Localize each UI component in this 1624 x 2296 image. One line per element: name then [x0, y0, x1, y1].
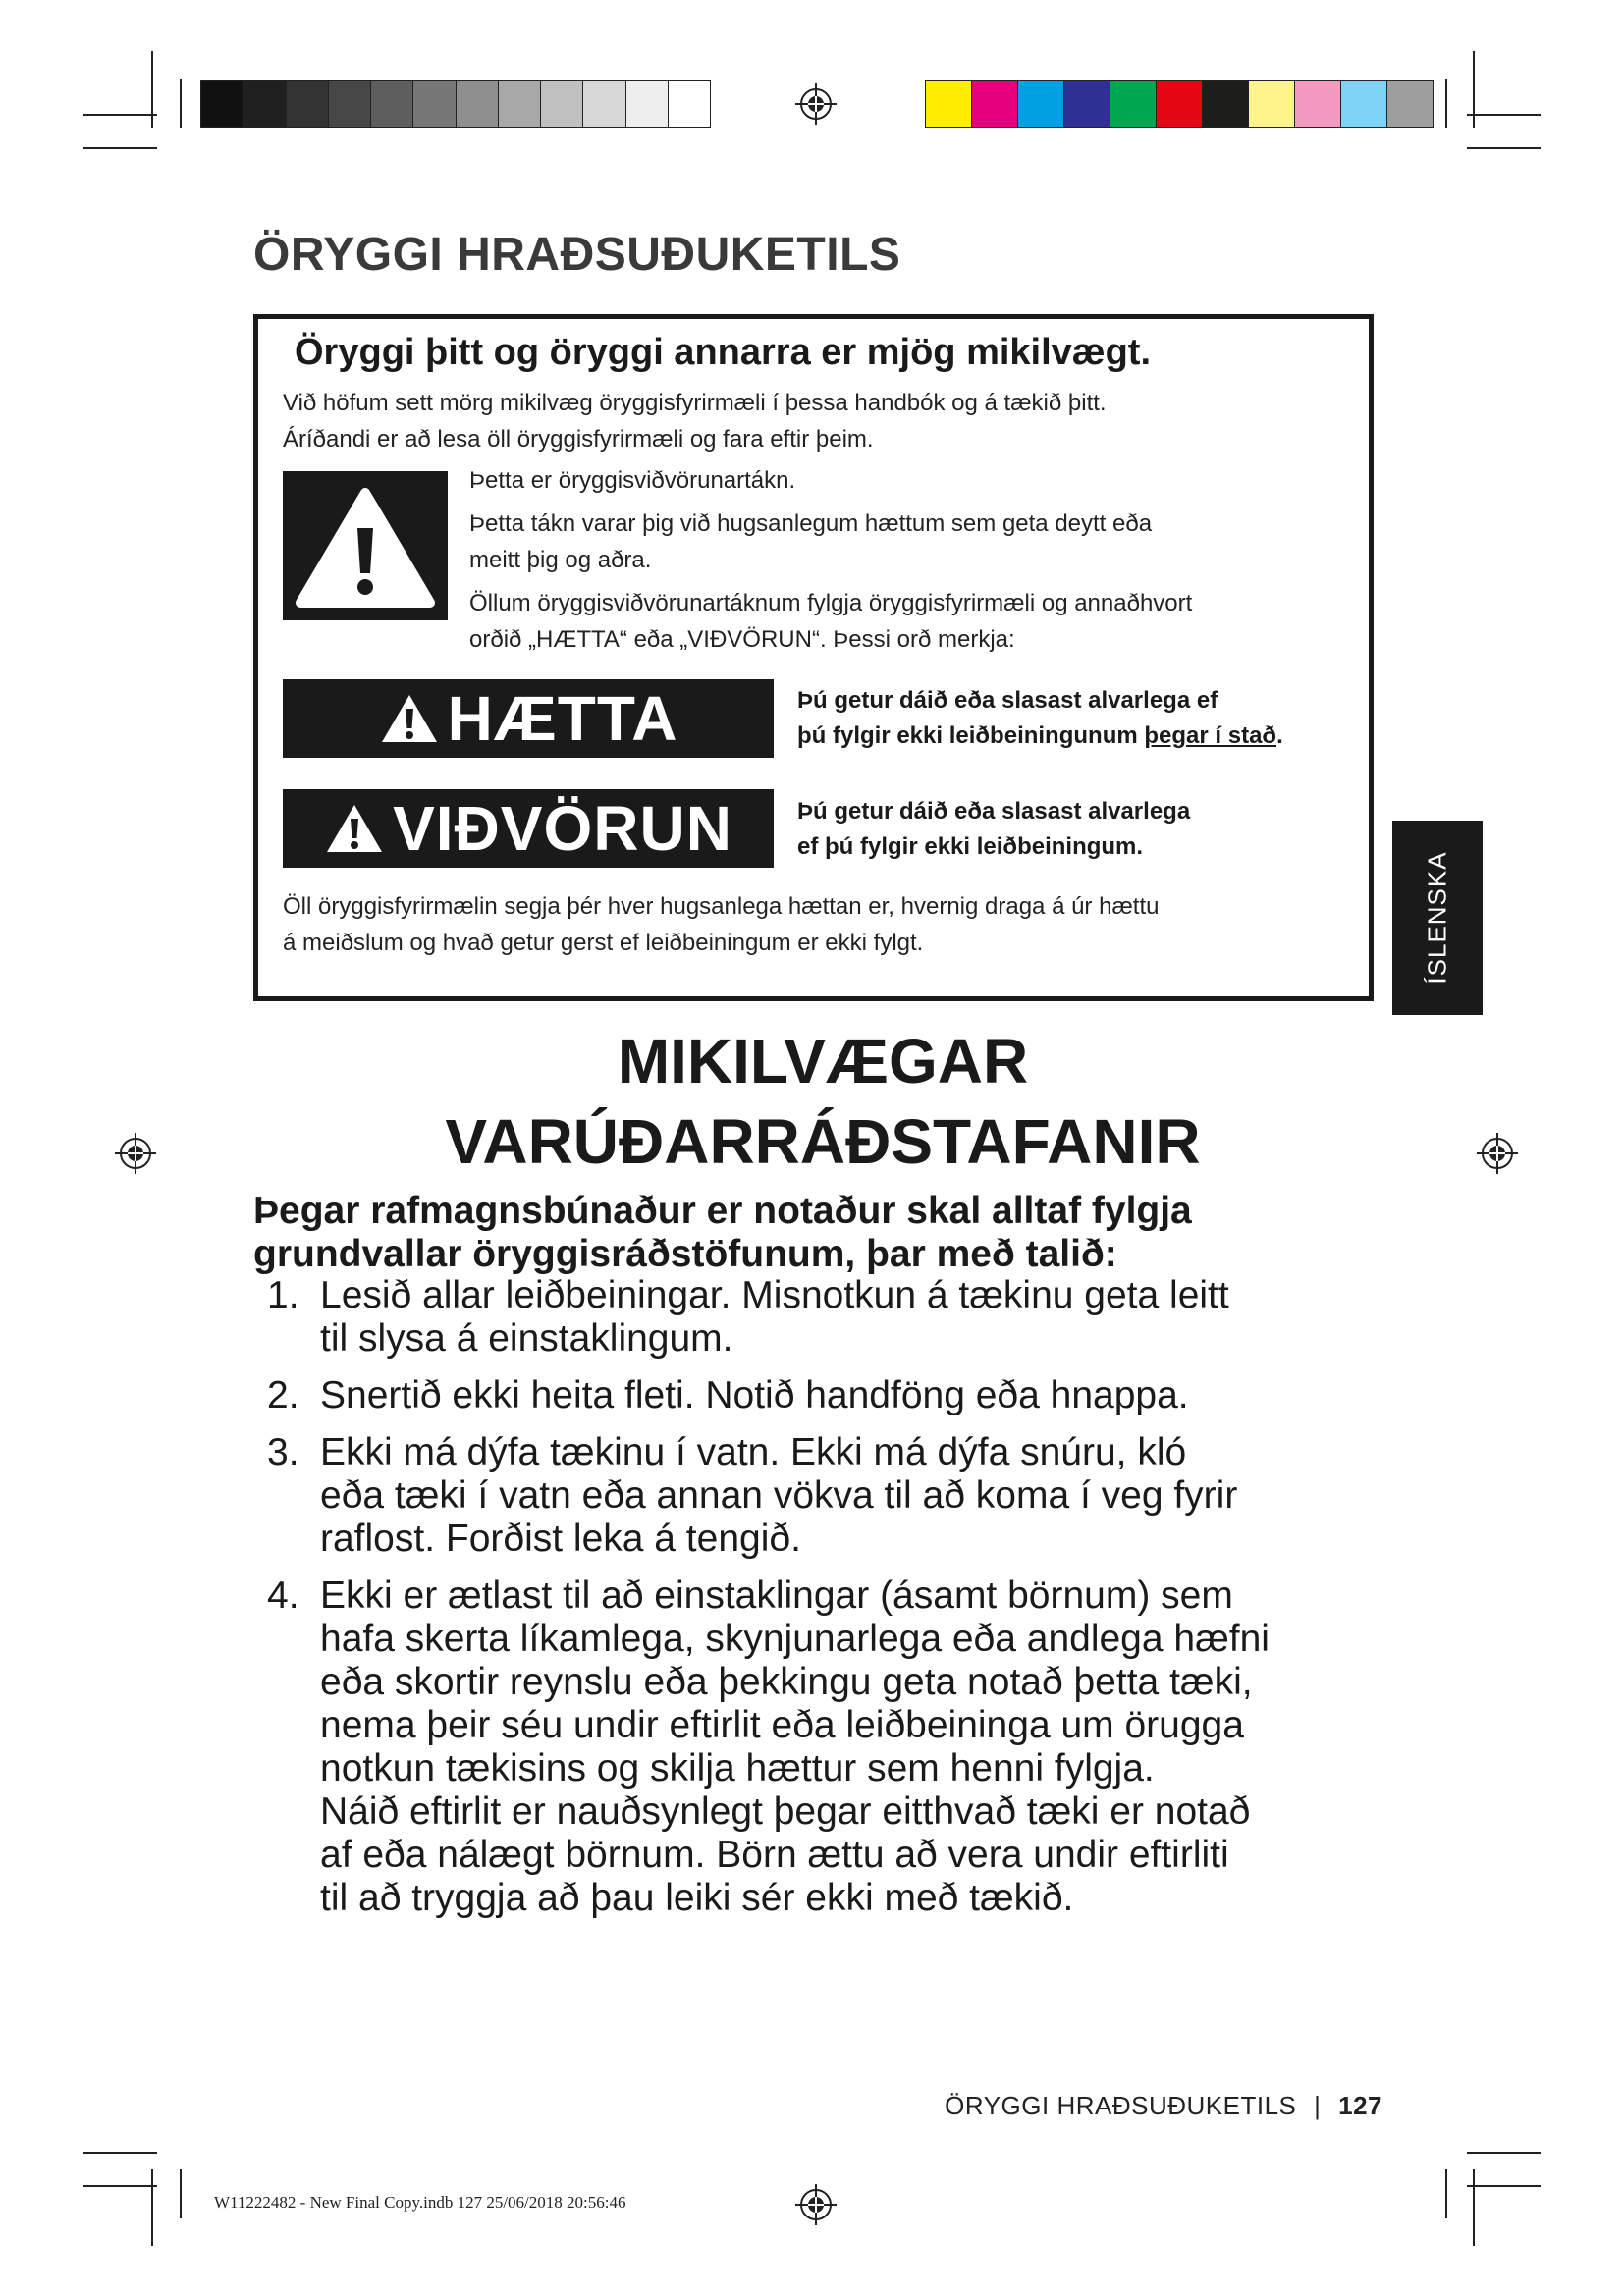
- page-number: 127: [1338, 2091, 1382, 2120]
- color-swatch: [1249, 81, 1295, 127]
- safety-intro-line: Við höfum sett mörg mikilvæg öryggisfyrirmæli í þessa handbók og á tækið þitt.: [283, 390, 1107, 416]
- color-swatch: [499, 81, 541, 127]
- registration-mark-icon: [795, 83, 837, 125]
- crop-mark: [180, 79, 182, 128]
- warning-label: [283, 789, 774, 868]
- registration-mark-icon: [115, 1133, 156, 1174]
- language-tab: [1392, 821, 1483, 1015]
- symbol-description: meitt þig og aðra.: [469, 547, 652, 573]
- color-swatch: [329, 81, 371, 127]
- symbol-description: Þetta tákn varar þig við hugsanlegum hættum sem geta deytt eða: [469, 510, 1153, 537]
- danger-label: [283, 679, 774, 758]
- crop-mark: [1445, 79, 1447, 128]
- color-swatch: [926, 81, 972, 127]
- color-swatch: [371, 81, 413, 127]
- crop-mark: [1467, 2185, 1541, 2187]
- color-swatch: [1295, 81, 1341, 127]
- color-swatch: [244, 81, 286, 127]
- symbol-description: orðið „HÆTTA“ eða „VIÐVÖRUN“. Þessi orð merkja:: [469, 626, 1015, 653]
- crop-mark: [151, 2169, 153, 2246]
- registration-mark-icon: [1477, 1133, 1518, 1174]
- warning-triangle-icon: [283, 471, 448, 620]
- color-swatch: [287, 81, 329, 127]
- color-swatch: [583, 81, 625, 127]
- safety-alert-symbol: [283, 471, 448, 620]
- color-swatch: [1157, 81, 1203, 127]
- danger-description: þú fylgir ekki leiðbeiningunum þegar í stað.: [797, 722, 1283, 749]
- warning-triangle-icon: [379, 691, 440, 746]
- symbol-description: Öllum öryggisviðvörunartáknum fylgja öryggisfyrirmæli og annaðhvort: [469, 590, 1193, 616]
- safety-closing-line: á meiðslum og hvað getur gerst ef leiðbeiningum er ekki fylgt.: [283, 930, 924, 956]
- color-swatch: [1018, 81, 1064, 127]
- grayscale-bar: [200, 80, 711, 128]
- crop-mark: [83, 114, 157, 116]
- color-swatch: [1203, 81, 1249, 127]
- crop-mark: [180, 2169, 182, 2218]
- list-item: 2. Snertið ekki heita fleti. Notið handföng eða hnappa.: [267, 1374, 1189, 1416]
- color-swatch: [626, 81, 669, 127]
- safety-intro-line: Áríðandi er að lesa öll öryggisfyrirmæli og fara eftir þeim.: [283, 426, 874, 453]
- color-bar: [925, 80, 1434, 128]
- main-title: MIKILVÆGAR VARÚÐARRÁÐSTAFANIR: [445, 1026, 1201, 1177]
- page-footer: [945, 2091, 1382, 2121]
- warning-description: ef þú fylgir ekki leiðbeiningum.: [797, 833, 1144, 860]
- color-swatch: [972, 81, 1018, 127]
- symbol-description: Þetta er öryggisviðvörunartákn.: [469, 467, 796, 494]
- footer-separator: |: [1314, 2091, 1322, 2120]
- color-swatch: [541, 81, 583, 127]
- section-heading: ÖRYGGI HRAÐSUÐUKETILS: [253, 229, 901, 281]
- danger-label-text: HÆTTA: [447, 683, 678, 754]
- precautions-intro: Þegar rafmagnsbúnaður er notaður skal alltaf fylgja grundvallar öryggisráðstöfunum, þar með talið:: [253, 1190, 1192, 1275]
- safety-closing-line: Öll öryggisfyrirmælin segja þér hver hugsanlega hættan er, hvernig draga á úr hættu: [283, 893, 1160, 920]
- color-swatch: [1387, 81, 1433, 127]
- crop-mark: [1467, 114, 1541, 116]
- crop-mark: [83, 147, 157, 149]
- color-swatch: [413, 81, 456, 127]
- safety-box-title: Öryggi þitt og öryggi annarra er mjög mikilvægt.: [295, 332, 1152, 373]
- language-tab-label: ÍSLENSKA: [1422, 851, 1452, 985]
- precautions-list: [253, 1274, 1392, 1925]
- warning-label-text: VIÐVÖRUN: [393, 793, 732, 864]
- crop-mark: [151, 51, 153, 128]
- crop-mark: [1473, 51, 1475, 128]
- color-swatch: [201, 81, 244, 127]
- danger-description: Þú getur dáið eða slasast alvarlega ef: [797, 687, 1218, 714]
- list-item: 1. Lesið allar leiðbeiningar. Misnotkun á tækinu geta leitt til slysa á einstaklingum.: [267, 1274, 1229, 1360]
- color-swatch: [1341, 81, 1387, 127]
- crop-mark: [1467, 147, 1541, 149]
- list-item: 3. Ekki má dýfa tækinu í vatn. Ekki má dýfa snúru, kló eða tæki í vatn eða annan vökva til að koma í veg fyrir raflost. Forðist leka á tengið.: [267, 1431, 1238, 1560]
- print-slug: W11222482 - New Final Copy.indb 127 25/06/2018 20:56:46: [214, 2193, 626, 2212]
- color-swatch: [669, 81, 710, 127]
- crop-mark: [1467, 2152, 1541, 2154]
- color-swatch: [1110, 81, 1157, 127]
- registration-mark-icon: [795, 2184, 837, 2225]
- warning-triangle-icon: [324, 801, 385, 856]
- footer-section-title: ÖRYGGI HRAÐSUÐUKETILS: [945, 2091, 1297, 2120]
- list-item: 4. Ekki er ætlast til að einstaklingar (ásamt börnum) sem hafa skerta líkamlega, skynjunarlega eða andlega hæfni eða skortir reynslu eða þekkingu geta notað þetta tæki, nema þeir séu undir eftirlit eða leiðbeininga um örugga notkun tækisins og skilja hættur sem henni fylgja. Náið eftirlit er nauðsynlegt þegar eitthvað tæki er notað af eða nálægt börnum. Börn ættu að vera undir eftirliti til að tryggja að þau leiki sér ekki með tækið.: [267, 1575, 1270, 1919]
- crop-mark: [83, 2185, 157, 2187]
- crop-mark: [1473, 2169, 1475, 2246]
- warning-description: Þú getur dáið eða slasast alvarlega: [797, 798, 1191, 825]
- crop-mark: [83, 2152, 157, 2154]
- emphasis-text: þegar í stað: [1144, 722, 1277, 749]
- crop-mark: [1445, 2169, 1447, 2218]
- color-swatch: [1064, 81, 1110, 127]
- color-swatch: [457, 81, 499, 127]
